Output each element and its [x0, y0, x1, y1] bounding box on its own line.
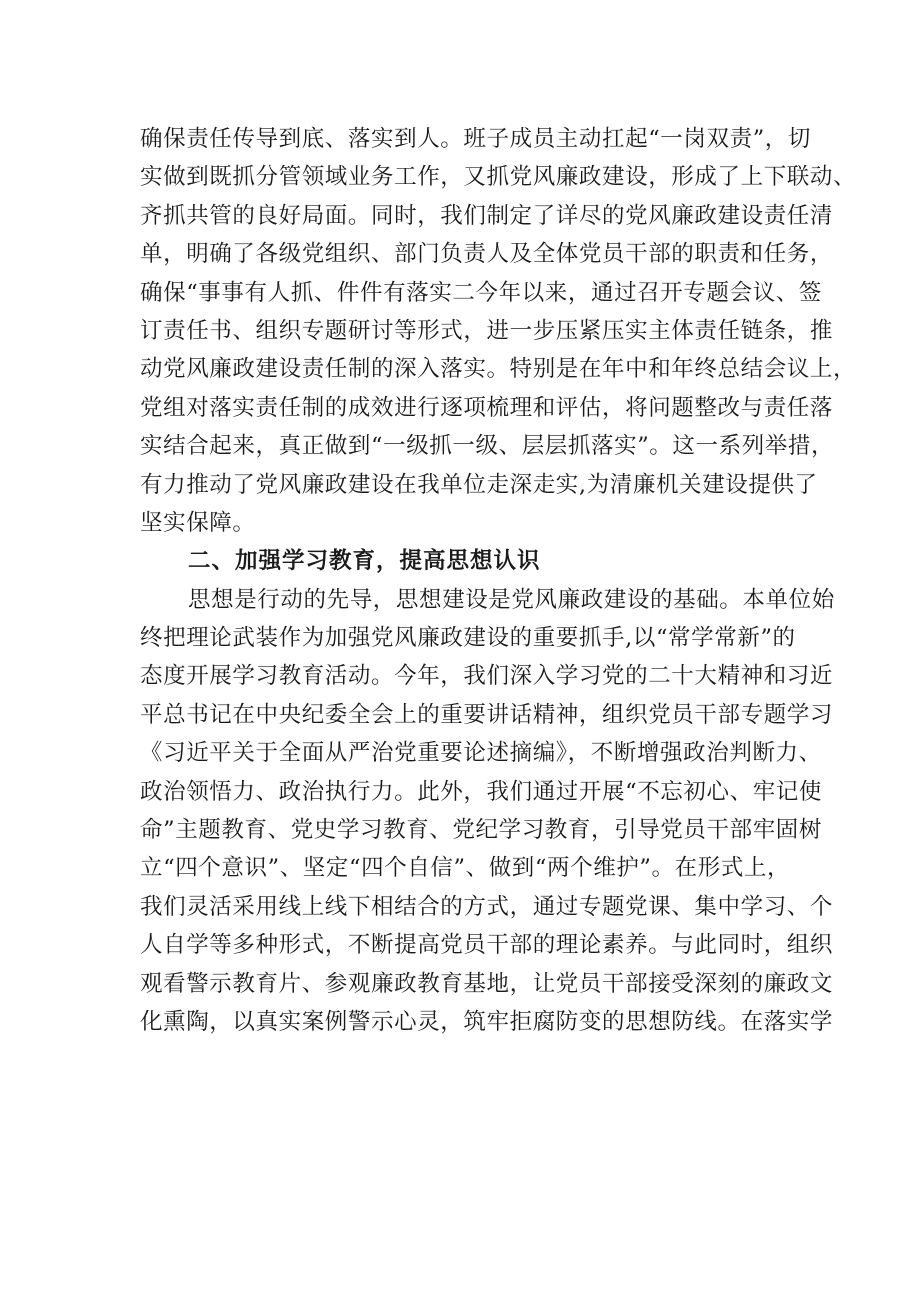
text-line: 齐抓共管的良好局面。同时，我们制定了详尽的党风廉政建设责任清	[140, 202, 834, 229]
text-line: 终把理论武装作为加强党风廉政建设的重要抓手,以“常学常新”的	[140, 625, 796, 652]
text-line: 《习近平关于全面从严治党重要论述摘编》，不断增强政治判断力、	[140, 740, 822, 767]
text-line: 确保“事事有人抓、件件有落实二今年以来，通过召开专题会议、签	[140, 279, 823, 306]
text-line: 立“四个意识”、坚定“四个自信”、做到“两个维护”。在形式上，	[140, 855, 791, 882]
section-heading: 二、加强学习教育，提高思想认识	[188, 548, 541, 575]
text-line: 思想是行动的先导，思想建设是党风廉政建设的基础。本单位始	[188, 586, 835, 613]
paragraph-study-education	[140, 581, 835, 1042]
text-line: 有力推动了党风廉政建设在我单位走深走实,为清廉机关建设提供了	[140, 471, 818, 498]
text-line: 党组对落实责任制的成效进行逐项梳理和评估，将问题整改与责任落	[140, 394, 834, 421]
text-line: 订责任书、组织专题研讨等形式，进一步压紧压实主体责任链条，推	[140, 317, 834, 344]
text-line: 命”主题教育、党史学习教育、党纪学习教育，引导党员干部牢固树	[140, 817, 823, 844]
text-line: 政治领悟力、政治执行力。此外，我们通过开展“不忘初心、牢记使	[140, 778, 823, 805]
document-body	[140, 120, 857, 1041]
text-line: 平总书记在中央纪委全会上的重要讲话精神，组织党员干部专题学习	[140, 701, 834, 728]
text-line: 单，明确了各级党组织、部门负责人及全体党员干部的职责和任务，	[140, 241, 834, 268]
text-line: 确保责任传导到底、落实到人。班子成员主动扛起“一岗双责”，切	[140, 126, 812, 152]
text-line: 坚实保障。	[140, 509, 256, 536]
text-line: 态度开展学习教育活动。今年，我们深入学习党的二十大精神和习近	[140, 663, 834, 690]
text-line: 实做到既抓分管领域业务工作，又抓党风廉政建设，形成了上下联动、	[140, 164, 857, 191]
paragraph-responsibility	[140, 120, 857, 542]
text-line: 观看警示教育片、参观廉政教育基地，让党员干部接受深刻的廉政文	[140, 970, 834, 997]
text-line: 化熏陶，以真实案例警示心灵，筑牢拒腐防变的思想防线。在落实学	[140, 1008, 834, 1035]
text-line: 人自学等多种形式，不断提高党员干部的理论素养。与此同时，组织	[140, 932, 834, 959]
text-line: 实结合起来，真正做到“一级抓一级、层层抓落实”。这一系列举措，	[140, 433, 835, 460]
text-line: 我们灵活采用线上线下相结合的方式，通过专题党课、集中学习、个	[140, 893, 834, 920]
text-line: 动党风廉政建设责任制的深入落实。特别是在年中和年终总结会议上，	[140, 356, 857, 383]
